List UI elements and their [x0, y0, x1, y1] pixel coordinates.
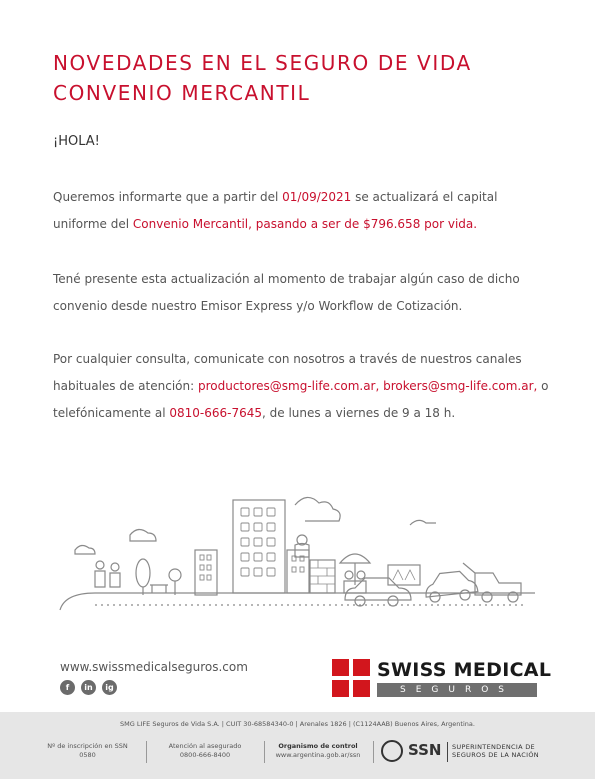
divider — [264, 741, 265, 763]
ssn-logo: SSN SUPERINTENDENCIA DE SEGUROS DE LA NACIÓN — [381, 740, 551, 766]
linkedin-icon[interactable]: in — [81, 680, 96, 695]
brand-sub: SEGUROS — [377, 683, 537, 697]
paragraph-contact: Por cualquier consulta, comunicate con nosotros a través de nuestros canales habituales de atención: productores@smg-life.com.ar, brokers@smg-life.com.ar, o telefónicamente al 0810-666-7645, de lunes a viernes de 9 a 18 h. — [53, 352, 549, 420]
divider — [373, 741, 374, 763]
attention-info: Atención al asegurado 0800-666-8400 — [168, 742, 242, 759]
effective-date: 01/09/2021 — [282, 190, 352, 204]
swiss-medical-logo — [332, 659, 552, 699]
social-links — [60, 680, 117, 695]
instagram-icon[interactable]: ig — [102, 680, 117, 695]
legal-footer — [0, 712, 595, 779]
capital-amount: Convenio Mercantil, pasando a ser de $796.658 por vida. — [132, 217, 478, 231]
facebook-icon[interactable]: f — [60, 680, 75, 695]
page-title — [53, 48, 553, 108]
paragraph-reminder: Tené presente esta actualización al momento de trabajar algún caso de dicho convenio desde nuestro Emisor Express y/o Workflow de Cotización. — [53, 272, 520, 313]
paragraph-capital: Queremos informarte que a partir del 01/09/2021 se actualizará el capital uniforme del Convenio Mercantil, pasando a ser de $796.658 por vida. — [53, 190, 498, 231]
control-info: Organismo de control www.argentina.gob.ar/ssn — [275, 742, 361, 759]
cross-icon — [332, 659, 370, 697]
website-link[interactable]: www.swissmedicalseguros.com — [60, 660, 248, 674]
title-line-2: CONVENIO MERCANTIL — [53, 81, 311, 105]
divider — [146, 741, 147, 763]
company-info: SMG LIFE Seguros de Vida S.A. | CUIT 30-68584340-0 | Arenales 1826 | (C1124AAB) Buenos Aires, Argentina. — [120, 720, 475, 728]
brand-name: SWISS MEDICAL — [377, 659, 552, 681]
contact-phone[interactable]: 0810-666-7645 — [169, 406, 262, 420]
ssn-registration: Nº de inscripción en SSN 0580 — [47, 742, 128, 759]
contact-emails[interactable]: productores@smg-life.com.ar, brokers@smg-life.com.ar, — [197, 379, 538, 393]
ssn-emblem-icon — [381, 740, 403, 762]
city-illustration — [55, 455, 540, 620]
greeting: ¡HOLA! — [53, 134, 100, 149]
title-line-1: NOVEDADES EN EL SEGURO DE VIDA — [53, 51, 472, 75]
